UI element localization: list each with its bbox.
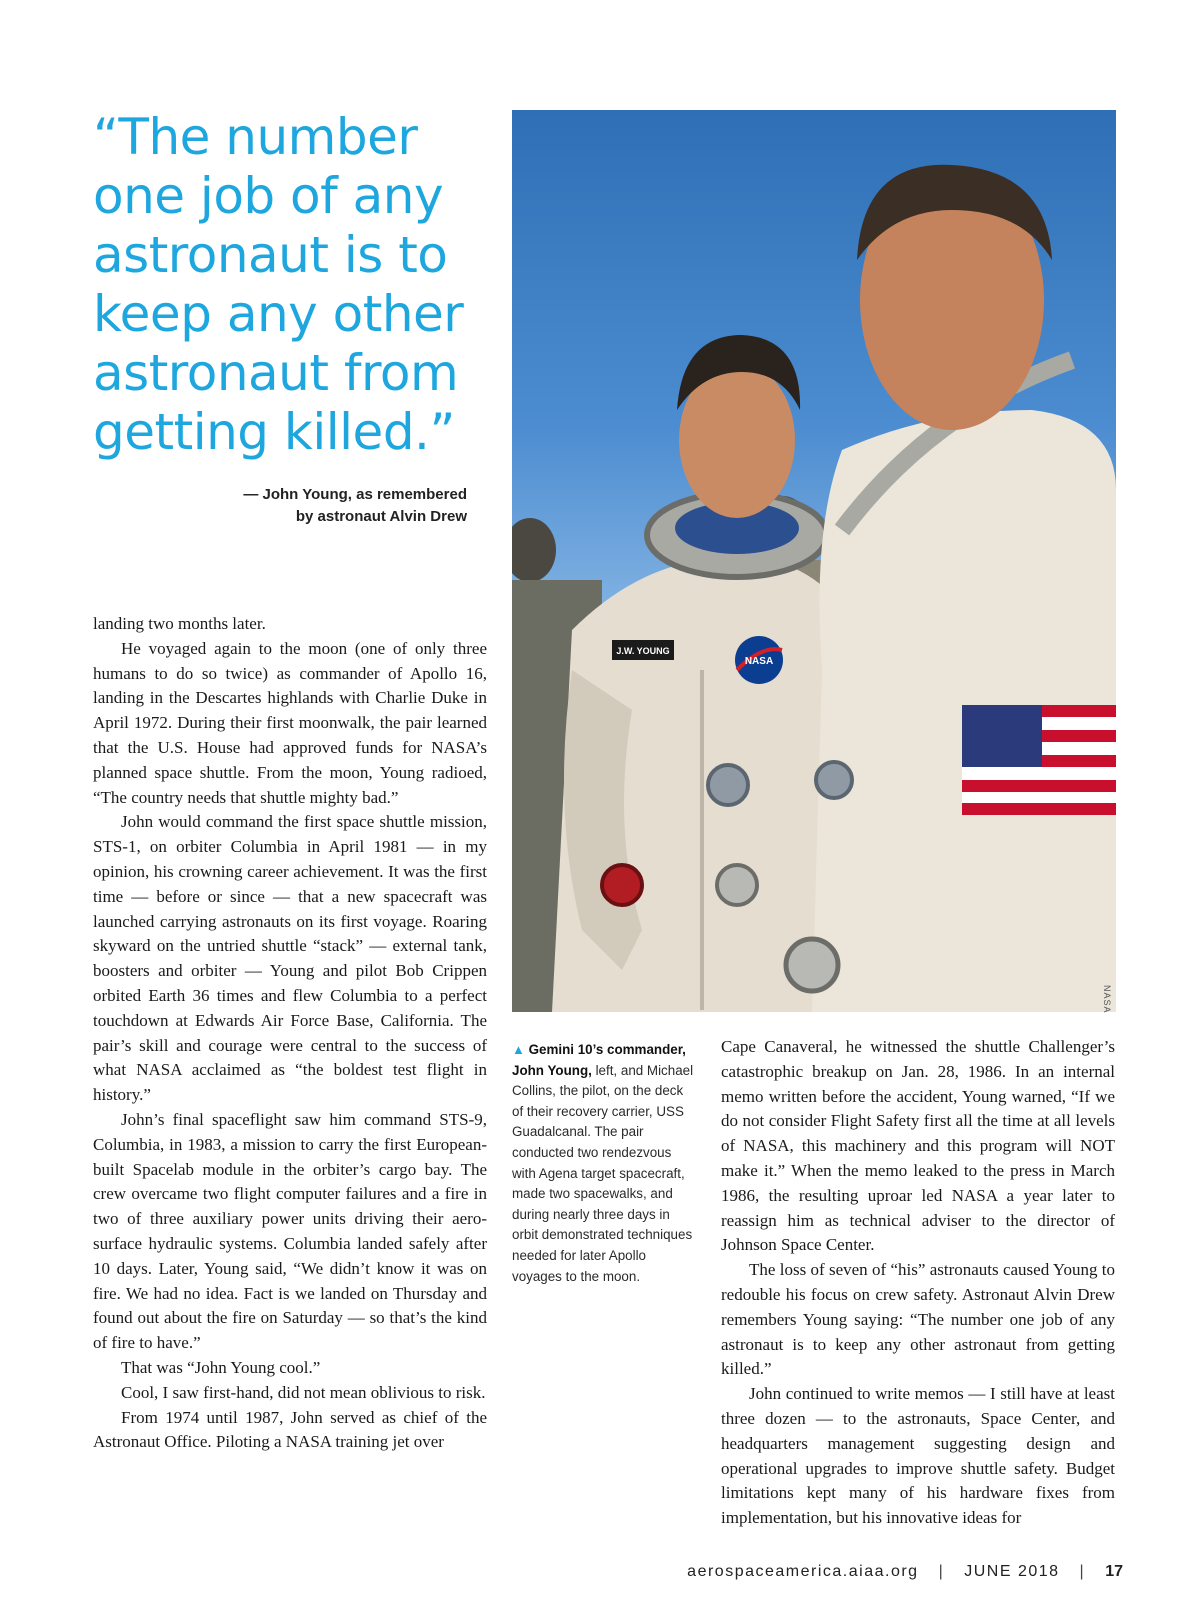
article-paragraph: John would command the first space shuttle mission, STS-1, on orbiter Columbia in April 1981 — in my opinion, his crowning career achievement. It was the first time — before or since — that a new spacecraft was launched carrying astronauts on its first voyage. Roaring skyward on the untried shuttle “stack” — external tank, boosters and orbiter — Young and pilot Bob Crippen orbited Earth 36 times and flew Columbia to a perfect touchdown at Edwards Air Force Base, California. The pair’s skill and courage were central to the success of what NASA acclaimed as “the boldest test flight in history.”: [93, 812, 487, 1105]
attribution-line: — John Young, as remembered: [243, 486, 467, 503]
quote-attribution: [243, 484, 467, 528]
astronauts-photo: [512, 110, 1116, 1012]
photo-credit: NASA: [1102, 985, 1112, 1014]
article-paragraph: Cape Canaveral, he witnessed the shuttle Challenger’s catastrophic breakup on Jan. 28, 1986. In an internal memo written before the accident, Young warned, “If we do not consider Flight Safety first all the time at all levels of NASA, this machinery and this program will NOT make it.” When the memo leaked to the press in March 1986, the resulting uproar led NASA a year later to reassign him as technical adviser to the director of Johnson Space Center.: [721, 1037, 1115, 1255]
article-left-column: [93, 612, 487, 1455]
flag-stripe: [962, 803, 1116, 815]
caption-triangle-icon: ▲: [512, 1042, 525, 1057]
crowd-head: [512, 518, 556, 582]
pull-quote-line: “The number: [93, 108, 418, 166]
suit-connector-red: [602, 865, 642, 905]
pull-quote-line: keep any other: [93, 285, 464, 343]
pull-quote-line: astronaut from: [93, 344, 459, 402]
suit-connector-silver: [717, 865, 757, 905]
suit-connector-silver: [786, 939, 838, 991]
flag-stripe: [962, 780, 1116, 792]
astronauts-illustration: [512, 110, 1116, 1012]
article-paragraph: Cool, I saw first-hand, did not mean oblivious to risk.: [121, 1382, 486, 1402]
footer-separator: |: [938, 1563, 945, 1580]
article-paragraph: John continued to write memos — I still have at least three dozen — to the astronauts, Space Center, and headquarters management suggesting design and operational upgrades to improve shuttle safety. Budget limitations kept many of his hardware fixes from implementation, but his innovative ideas for: [721, 1384, 1115, 1528]
name-tag-text: J.W. YOUNG: [616, 646, 670, 656]
footer-site-link[interactable]: aerospaceamerica.aiaa.org: [687, 1563, 919, 1580]
suit-connector-blue: [708, 765, 748, 805]
page-number: 17: [1105, 1563, 1123, 1580]
attribution-line: by astronaut Alvin Drew: [295, 508, 467, 525]
article-paragraph: That was “John Young cool.”: [121, 1357, 321, 1377]
flag-canton: [962, 705, 1042, 767]
article-paragraph: The loss of seven of “his” astronauts caused Young to redouble his focus on crew safety. Astronaut Alvin Drew remembers Young saying: “The number one job of any astronaut is to keep any other astronaut from getting killed.”: [721, 1260, 1115, 1379]
article-right-column: [721, 1035, 1115, 1531]
pull-quote-line: astronaut is to: [93, 226, 448, 284]
suit-connector-blue: [816, 762, 852, 798]
pull-quote-line: getting killed.”: [93, 403, 455, 461]
caption-body: left, and Michael Collins, the pilot, on the deck of their recovery carrier, USS Guadalcanal. The pair conducted two rendezvous with Agena target spacecraft, made two spacewalks, and during nearly three days in orbit demonstrated techniques needed for later Apollo voyages to the moon.: [512, 1062, 694, 1284]
article-paragraph: He voyaged again to the moon (one of only three humans to do so twice) as commander of Apollo 16, landing in the Descartes highlands with Charlie Duke in April 1972. During their first moonwalk, the pair learned that the U.S. House had approved funds for NASA’s planned space shuttle. From the moon, Young radioed, “The country needs that shuttle mighty bad.”: [93, 638, 487, 807]
photo-caption: [512, 1040, 697, 1287]
pull-quote: [93, 108, 493, 462]
caption-lead: Gemini 10’s commander, John Young,: [512, 1042, 686, 1078]
article-paragraph: From 1974 until 1987, John served as chief of the Astronaut Office. Piloting a NASA training jet over: [93, 1407, 487, 1452]
pull-quote-line: one job of any: [93, 167, 444, 225]
page-footer: [687, 1563, 1123, 1581]
article-paragraph: landing two months later.: [93, 614, 266, 633]
footer-issue: JUNE 2018: [964, 1563, 1060, 1580]
article-paragraph: John’s final spaceflight saw him command STS-9, Columbia, in 1983, a mission to carry the first European-built Spacelab module in the orbiter’s cargo bay. The crew overcame two flight computer failures and a fire in two of three auxiliary power units driving their aero-surface hydraulic systems. Columbia landed safely after 10 days. Later, Young said, “We didn’t know it was on fire. We had no idea. Fact is we landed on Thursday and found out about the fire on Saturday — so that’s the kind of fire to have.”: [93, 1109, 487, 1353]
nasa-patch-text: NASA: [744, 656, 774, 667]
footer-separator: |: [1079, 1563, 1086, 1580]
